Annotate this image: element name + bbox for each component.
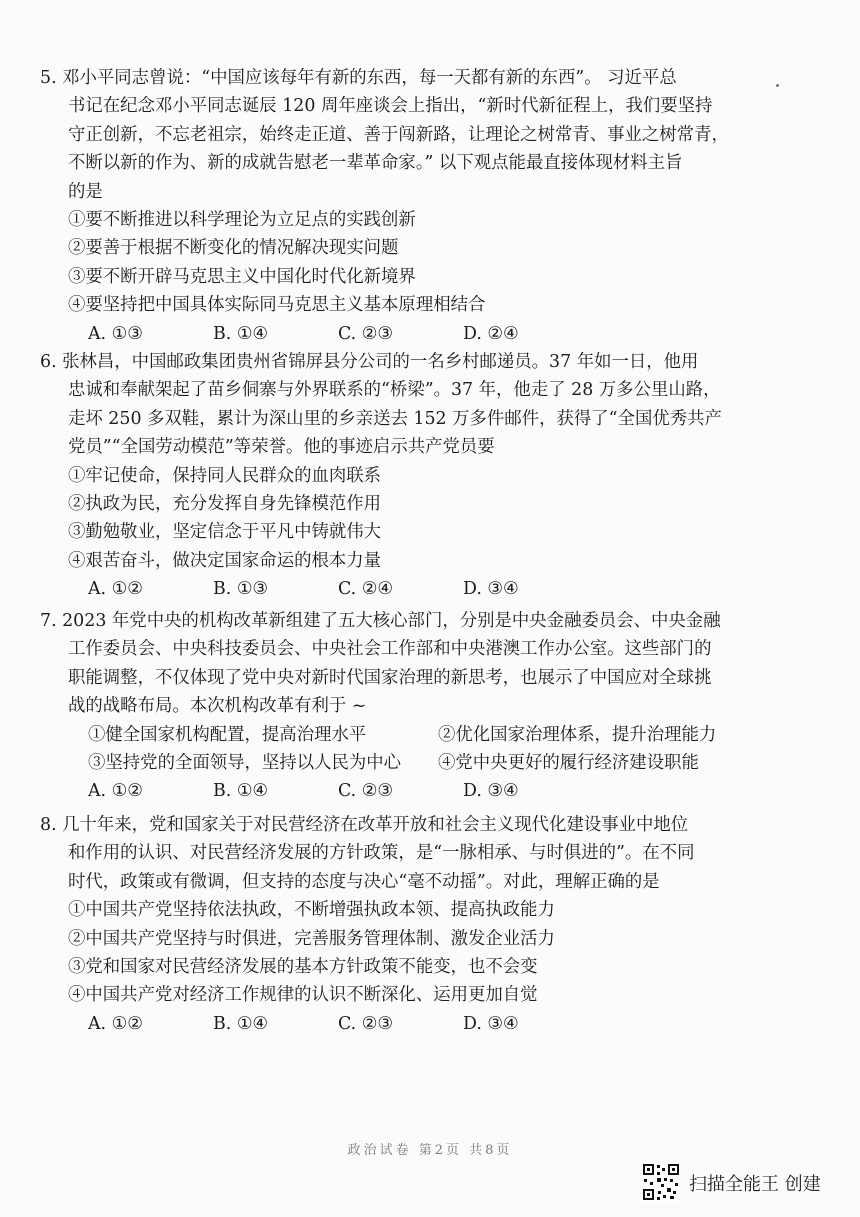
statement-item: ③要不断开辟马克思主义中国化时代化新境界 xyxy=(68,266,416,287)
option-d: D. ③④ xyxy=(463,781,519,802)
statement-item: ①中国共产党坚持依法执政，不断增强执政本领、提高执政能力 xyxy=(68,900,555,921)
statement-item: ④中国共产党对经济工作规律的认识不断深化、运用更加自觉 xyxy=(68,985,538,1006)
question-8 xyxy=(40,811,830,1038)
question-stem-line: 6. 张林昌，中国邮政集团贵州省锦屏县分公司的一名乡村邮递员。37 年如一日，他用 xyxy=(40,352,699,372)
page-footer: 政治试卷 第2页 共8页 xyxy=(347,1143,513,1158)
option-c: C. ②③ xyxy=(338,781,393,802)
answer-options xyxy=(40,320,830,348)
option-a: A. ①③ xyxy=(88,323,143,344)
question-stem-line: 5. 邓小平同志曾说：“中国应该每年有新的东西，每一天都有新的东西”。 习近平总 xyxy=(40,68,677,88)
option-b: B. ①④ xyxy=(213,1013,269,1034)
statement-item: ②执政为民，充分发挥自身先锋模范作用 xyxy=(68,493,382,514)
statement-pair-row xyxy=(40,721,830,749)
option-a: A. ①② xyxy=(88,1013,143,1034)
statement-item: ③党和国家对民营经济发展的基本方针政策不能变，也不会变 xyxy=(68,956,538,977)
statement-item: ②优化国家治理体系，提升治理能力 xyxy=(438,724,717,745)
option-d: D. ③④ xyxy=(463,579,519,600)
option-b: B. ①④ xyxy=(213,323,269,344)
statement-item: ④艰苦奋斗，做决定国家命运的根本力量 xyxy=(68,550,382,571)
qr-code-icon xyxy=(641,1162,681,1202)
question-5 xyxy=(40,64,830,348)
question-stem-line: 7. 2023 年党中央的机构改革新组建了五大核心部门，分别是中央金融委员会、中央金融 xyxy=(40,611,721,631)
option-a: A. ①② xyxy=(88,579,143,600)
statement-item: ①健全国家机构配置，提高治理水平 xyxy=(88,724,367,745)
question-stem-line: 书记在纪念邓小平同志诞辰 120 周年座谈会上指出，“新时代新征程上，我们要坚持 xyxy=(68,96,713,117)
option-a: A. ①② xyxy=(88,781,143,802)
option-c: C. ②④ xyxy=(338,579,393,600)
statement-item: ③坚持党的全面领导，坚持以人民为中心 xyxy=(88,752,402,773)
answer-options xyxy=(40,575,830,603)
question-6 xyxy=(40,348,830,604)
statement-item: ③勤勉敬业，坚定信念于平凡中铸就伟大 xyxy=(68,522,382,543)
option-b: B. ①④ xyxy=(213,781,269,802)
question-stem-line: 8. 几十年来，党和国家关于对民营经济在改革开放和社会主义现代化建设事业中地位 xyxy=(40,815,689,835)
question-stem-line: 时代，政策或有微调，但支持的态度与决心“毫不动摇”。对此，理解正确的是 xyxy=(68,871,660,892)
question-stem-line: 职能调整，不仅体现了党中央对新时代国家治理的新思考，也展示了中国应对全球挑 xyxy=(68,667,712,688)
statement-item: ②要善于根据不断变化的情况解决现实问题 xyxy=(68,238,399,259)
question-stem-line: 和作用的认识、对民营经济发展的方针政策，是“一脉相承、与时俱进的”。在不同 xyxy=(68,843,695,864)
statement-item: ②中国共产党坚持与时俱进，完善服务管理体制、激发企业活力 xyxy=(68,928,555,949)
question-stem-line: 守正创新，不忘老祖宗，始终走正道、善于闯新路，让理论之树常青、事业之树常青， xyxy=(68,124,729,145)
statement-item: ④党中央更好的履行经济建设职能 xyxy=(438,752,699,773)
scanner-watermark xyxy=(641,1160,841,1204)
option-b: B. ①③ xyxy=(213,579,269,600)
question-stem-line: 忠诚和奉献架起了苗乡侗寨与外界联系的“桥梁”。37 年，他走了 28 万多公里山路， xyxy=(68,380,721,401)
question-7 xyxy=(40,607,830,806)
question-stem-line: 工作委员会、中央科技委员会、中央社会工作部和中央港澳工作办公室。这些部门的 xyxy=(68,639,712,660)
statement-item: ①要不断推进以科学理论为立足点的实践创新 xyxy=(68,209,416,230)
question-stem-line: 战的战略布局。本次机构改革有利于 ~ xyxy=(68,696,367,717)
option-d: D. ②④ xyxy=(463,323,519,344)
statement-pair-row xyxy=(40,749,830,777)
option-c: C. ②③ xyxy=(338,1013,393,1034)
statement-item: ④要坚持把中国具体实际同马克思主义基本原理相结合 xyxy=(68,295,486,316)
question-stem-line: 的是 xyxy=(68,181,103,202)
statement-item: ①牢记使命，保持同人民群众的血肉联系 xyxy=(68,465,382,486)
option-c: C. ②③ xyxy=(338,323,393,344)
watermark-text: 扫描全能王 创建 xyxy=(689,1174,821,1195)
answer-options xyxy=(40,1010,830,1038)
question-stem-line: 党员”“全国劳动模范”等荣誉。他的事迹启示共产党员要 xyxy=(68,437,495,458)
answer-options xyxy=(40,777,830,805)
option-d: D. ③④ xyxy=(463,1013,519,1034)
question-stem-line: 走坏 250 多双鞋，累计为深山里的乡亲送去 152 万多件邮件，获得了“全国优秀共产 xyxy=(68,408,722,429)
question-stem-line: 不断以新的作为、新的成就告慰老一辈革命家。” 以下观点能最直接体现材料主旨 xyxy=(68,153,683,174)
